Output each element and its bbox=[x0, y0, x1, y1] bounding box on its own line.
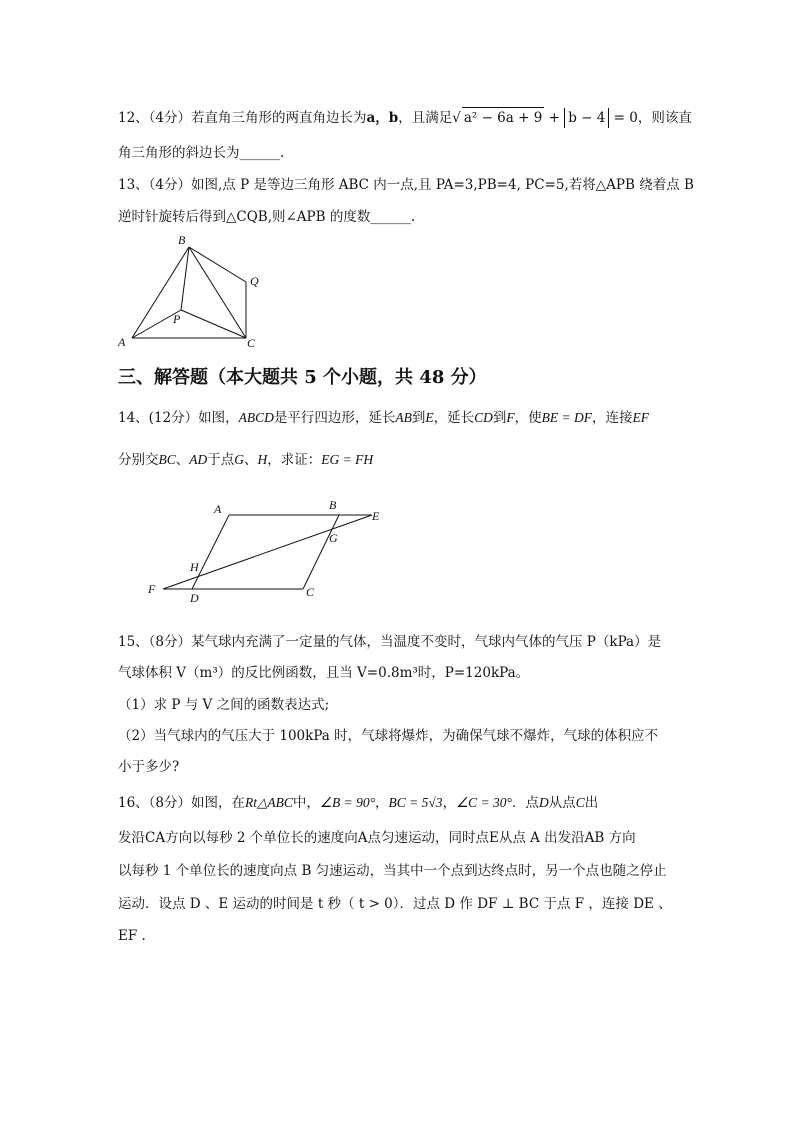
label-H: H bbox=[190, 560, 199, 574]
q14-l2c: ，求证： bbox=[267, 452, 322, 468]
q16-line-2: 发沿CA方向以每秒 2 个单位长的速度向A点匀速运动，同时点E从点 A 出发沿AB 方向 bbox=[118, 830, 636, 846]
seg-PC bbox=[181, 310, 246, 338]
seg-BQ bbox=[189, 247, 246, 282]
q13-line-1: 13、（4分）如图,点 P 是等边三角形 ABC 内一点,且 PA=3,PB=4, PC=5,若将△APB 绕着点 B bbox=[118, 177, 694, 193]
q14-t4: 到 bbox=[492, 410, 507, 426]
q14-t3: ，延长 bbox=[433, 410, 475, 426]
q16-line-4: 运动．设点 D 、E 运动的时间是 t 秒（ t > 0）．过点 D 作 DF ⊥ BC 于点 F ，连接 DE 、 bbox=[118, 896, 672, 912]
q14-ab: AB bbox=[395, 410, 412, 425]
q16-angB: ∠B = 90° bbox=[319, 795, 376, 810]
q14-line-1 bbox=[118, 408, 649, 428]
q16-l1a: 16、（8分）如图，在 bbox=[118, 795, 246, 811]
q12-text-c: ，则该直 bbox=[637, 110, 692, 126]
q14-conclusion: EG = FH bbox=[321, 452, 374, 467]
q16-l1e: ．点 bbox=[511, 795, 539, 811]
q16-l1b: 中， bbox=[292, 795, 320, 811]
q16-l1g: 出 bbox=[584, 795, 599, 811]
q16-bc: BC = 5√3 bbox=[388, 795, 443, 810]
q12-number: 12、（4分） bbox=[118, 110, 192, 126]
q14-cd: CD bbox=[474, 410, 493, 425]
q16-l1c: ， bbox=[375, 795, 389, 811]
q16-l1d: ， bbox=[442, 795, 457, 811]
q16-l1f: 从点 bbox=[548, 795, 576, 811]
q14-beqdf: BE = DF bbox=[541, 410, 592, 425]
label-Q: Q bbox=[250, 274, 259, 288]
label-F: F bbox=[148, 582, 156, 596]
q14-l2b: 于点 bbox=[207, 452, 235, 468]
q14-l2a: 分别交 bbox=[118, 452, 159, 468]
label-C: C bbox=[247, 336, 256, 350]
seg-AD bbox=[192, 515, 229, 589]
q14-h: H bbox=[257, 452, 268, 467]
q14-e: E bbox=[425, 410, 434, 425]
section-title: 三、解答题（本大题共 5 个小题，共 48 分） bbox=[118, 367, 487, 388]
q14-t6: ，连接 bbox=[592, 410, 633, 426]
q12-eq0: = 0 bbox=[609, 110, 638, 126]
sqrt-sign: √ bbox=[452, 110, 461, 126]
label-A: A bbox=[214, 502, 222, 516]
q15-line-1: 15、（8分）某气球内充满了一定量的气体，当温度不变时，气球内气体的气压 P（kPa）是 bbox=[118, 634, 662, 650]
q12-plus: + bbox=[544, 110, 565, 126]
seg-AB bbox=[132, 247, 189, 338]
q13-line-2: 逆时针旋转后得到△CQB,则∠APB 的度数______. bbox=[118, 209, 416, 225]
q14-figure bbox=[140, 495, 400, 605]
q12-line-1 bbox=[118, 107, 692, 128]
q14-sep2: 、 bbox=[244, 452, 258, 468]
seg-FE bbox=[163, 515, 372, 589]
q12-absval: b − 4 bbox=[564, 108, 609, 128]
label-A: A bbox=[118, 335, 126, 349]
seg-BP bbox=[181, 247, 189, 310]
q14-t5: ，使 bbox=[514, 410, 542, 426]
seg-BC bbox=[189, 247, 246, 338]
q14-sep1: 、 bbox=[175, 452, 190, 468]
q16-line-5: EF . bbox=[118, 928, 146, 944]
q15-line-2: 气球体积 V（m³）的反比例函数，且当 V=0.8m³时，P=120kPa。 bbox=[118, 665, 530, 681]
q14-ad: AD bbox=[189, 452, 208, 467]
q14-bc: BC bbox=[158, 452, 176, 467]
q14-abcd: ABCD bbox=[238, 410, 274, 425]
q12-vars: a，b bbox=[366, 110, 399, 126]
q13-figure bbox=[110, 230, 280, 355]
q12-radicand: a² − 6a + 9 bbox=[462, 107, 544, 128]
q15-line-5: 小于多少? bbox=[118, 759, 180, 775]
q16-line-3: 以每秒 1 个单位长的速度向点 B 匀速运动，当其中一个点到达终点时，另一个点也随之停止 bbox=[118, 863, 667, 879]
label-E: E bbox=[372, 509, 380, 523]
q14-g: G bbox=[234, 452, 245, 467]
label-C: C bbox=[306, 585, 315, 599]
q15-line-3: （1）求 P 与 V 之间的函数表达式; bbox=[118, 697, 330, 713]
label-B: B bbox=[178, 233, 186, 247]
seg-BC bbox=[303, 515, 339, 589]
q12-text-a: 若直角三角形的两直角边长为 bbox=[191, 110, 367, 126]
q16-c: C bbox=[575, 795, 585, 810]
q16-rt: Rt△ABC bbox=[245, 795, 293, 810]
q16-line-1 bbox=[118, 793, 598, 813]
label-P: P bbox=[173, 312, 181, 326]
q12-text-b: ，且满足 bbox=[398, 110, 453, 126]
q14-ef: EF bbox=[632, 410, 649, 425]
q14-f: F bbox=[506, 410, 515, 425]
q14-number: 14、(12分）如图， bbox=[118, 410, 239, 426]
q12-line-2: 角三角形的斜边长为______. bbox=[118, 145, 285, 161]
q16-d: D bbox=[538, 795, 549, 810]
q14-line-2 bbox=[118, 450, 373, 470]
label-B: B bbox=[329, 498, 337, 512]
q15-line-4: （2）当气球内的气压大于 100kPa 时，气球将爆炸，为确保气球不爆炸，气球的体积应不 bbox=[118, 728, 659, 744]
q16-angC: ∠C = 30° bbox=[456, 795, 512, 810]
q14-t1: 是平行四边形，延长 bbox=[273, 410, 396, 426]
q14-t2: 到 bbox=[411, 410, 426, 426]
label-G: G bbox=[329, 531, 338, 545]
label-D: D bbox=[190, 591, 199, 605]
